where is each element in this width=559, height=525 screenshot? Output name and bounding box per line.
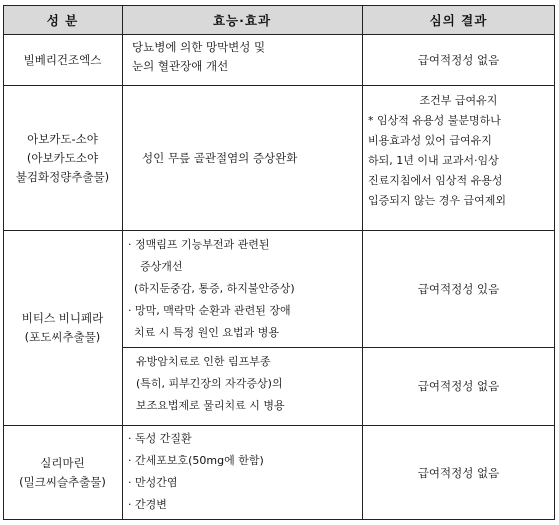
result-text: 비용효과성 있어 급여유지 xyxy=(368,134,492,147)
efficacy-cell xyxy=(132,38,360,84)
ingredient-name: 실리마린 xyxy=(40,456,85,470)
ingredient-cell xyxy=(3,36,122,85)
efficacy-text: (하지둔중감, 통증, 하지불안증상) xyxy=(134,282,295,295)
efficacy-text: · 간경변 xyxy=(128,498,167,511)
efficacy-text: 보조요법제로 물리치료 시 병용 xyxy=(136,399,285,412)
efficacy-text: 치료 시 특정 원인 요법과 병용 xyxy=(134,326,279,339)
result-text: 진료지침에서 임상적 유용성 xyxy=(368,174,503,187)
header-ingredient: 성 분 xyxy=(46,12,79,28)
efficacy-cell xyxy=(142,86,360,230)
efficacy-text: 증상개선 xyxy=(140,260,183,273)
header-efficacy: 효능·효과 xyxy=(212,12,272,28)
efficacy-text: · 독성 간질환 xyxy=(128,432,192,445)
efficacy-text: 눈의 혈관장애 개선 xyxy=(132,59,229,73)
result-cell xyxy=(362,91,555,229)
efficacy-text: · 망막, 맥락막 순환과 관련된 장애 xyxy=(128,304,291,317)
result-text: * 임상적 유용성 불분명하나 xyxy=(368,114,501,127)
efficacy-text: (특히, 피부긴장의 자각증상)의 xyxy=(136,377,283,390)
result-text: 하되, 1년 이내 교과서·임상 xyxy=(368,154,499,167)
efficacy-cell xyxy=(128,428,360,518)
result-cell xyxy=(362,231,555,347)
ingredient-name: 비티스 비니페라 xyxy=(21,311,104,325)
ingredient-name: 빌베리건조엑스 xyxy=(23,53,102,67)
efficacy-text: 성인 무릎 골관절염의 증상완화 xyxy=(142,150,298,165)
header-result: 심의 결과 xyxy=(429,12,488,28)
column-divider xyxy=(122,5,123,520)
ingredient-name: (밀크씨슬추출물) xyxy=(19,475,106,489)
result-text: 조건부 급여유지 xyxy=(419,94,498,107)
efficacy-text: 유방암치료로 인한 림프부종 xyxy=(136,355,271,368)
result-text: 급여적정성 없음 xyxy=(417,53,500,67)
ingredient-cell xyxy=(3,86,122,230)
ingredient-name: (포도씨추출물) xyxy=(24,330,101,344)
ingredient-name: 불검화정량추출물) xyxy=(15,169,110,184)
result-text: 급여적정성 없음 xyxy=(417,465,500,480)
ingredient-cell xyxy=(3,231,122,425)
result-cell xyxy=(362,36,555,85)
efficacy-text: 당뇨병에 의한 망막변성 및 xyxy=(132,40,266,54)
efficacy-cell xyxy=(136,351,360,423)
result-cell xyxy=(362,426,555,520)
ingredient-cell xyxy=(3,426,122,520)
efficacy-cell xyxy=(128,234,360,346)
ingredient-name: (아보카도소야 xyxy=(26,150,99,165)
ingredient-name: 아보카도-소야 xyxy=(27,131,98,146)
result-text: 급여적정성 있음 xyxy=(417,281,500,296)
efficacy-text: · 정맥림프 기능부전과 관련된 xyxy=(128,238,270,251)
result-cell xyxy=(362,348,555,425)
result-text: 입증되지 않는 경우 급여제외 xyxy=(368,194,507,207)
result-text: 급여적정성 없음 xyxy=(417,379,500,393)
efficacy-text: · 간세포보호(50mg에 한함) xyxy=(128,454,264,467)
efficacy-text: · 만성간염 xyxy=(128,476,178,489)
